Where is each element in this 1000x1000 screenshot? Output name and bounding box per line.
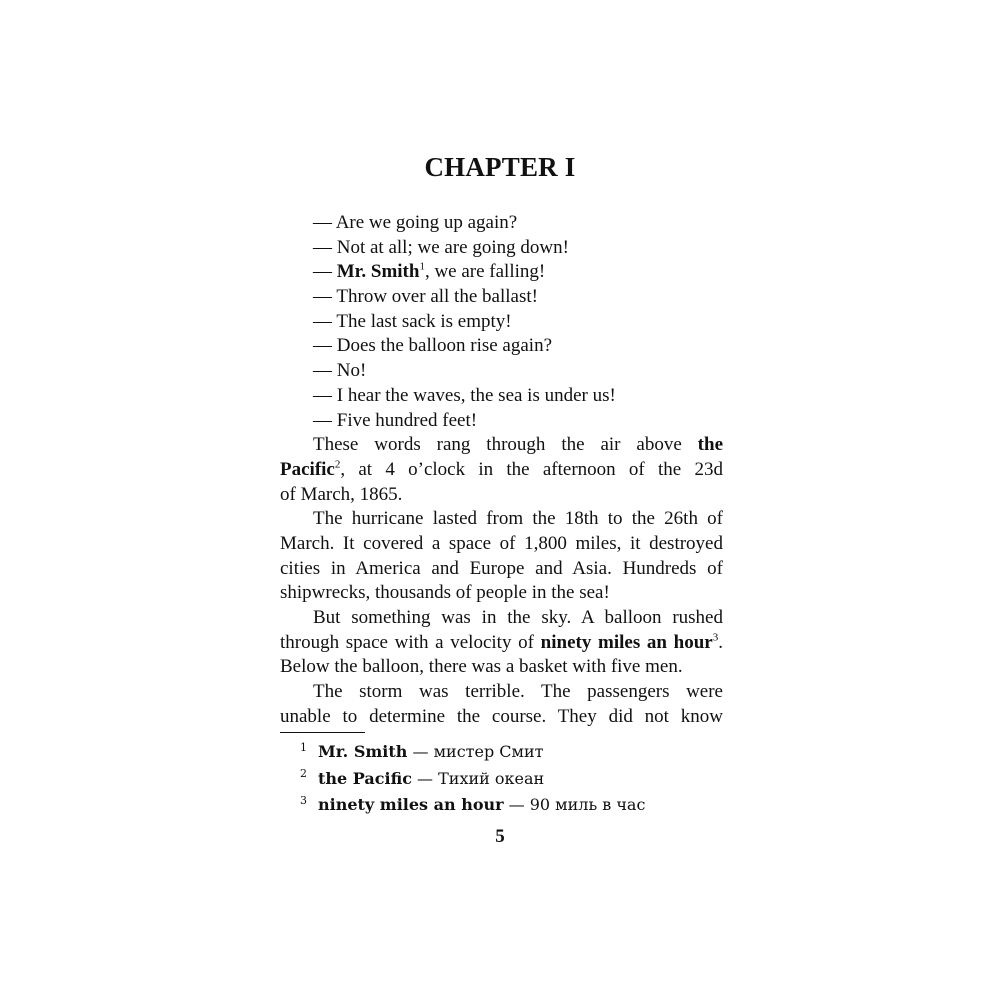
footnote-translation: Тихий океан xyxy=(438,768,545,788)
paragraph-line: cities in America and Europe and Asia. Hundreds of xyxy=(280,557,723,579)
glossed-term: Mr. Smith xyxy=(336,261,420,283)
dialogue-line: — The last sack is empty! xyxy=(313,310,512,332)
footnote-term: Mr. Smith xyxy=(318,742,408,761)
footnote: 2 the Pacific — Тихий океан xyxy=(300,767,545,788)
paragraph-line: shipwrecks, thousands of people in the sea! xyxy=(280,582,610,604)
dialogue-line: — Are we going up again? xyxy=(313,212,518,233)
footnote: 1 Mr. Smith — мистер Смит xyxy=(300,740,544,761)
footnote: 3 ninety miles an hour — 90 миль в час xyxy=(300,793,646,814)
dialogue-line: — No! xyxy=(313,360,367,382)
footnote-ref: 3 xyxy=(712,631,719,644)
paragraph-line: of March, 1865. xyxy=(280,483,403,505)
paragraph-line: But something was in the sky. A balloon rushed xyxy=(313,607,723,628)
footnote-translation: мистер Смит xyxy=(433,742,544,761)
dialogue-line: — Mr. Smith$^1$, we are falling! xyxy=(313,261,546,283)
glossed-term: ninety miles an hour xyxy=(540,631,713,653)
paragraph-line: Below the balloon, there was a basket with five men. xyxy=(280,656,683,678)
footnotes xyxy=(300,739,720,819)
paragraph-line: March. It covered a space of 1,800 miles, it destroyed xyxy=(280,532,723,554)
paragraph-line: Pacific$^2$, at 4 o’clock in the afternoon of the 23d xyxy=(280,458,723,480)
footnote-term: the Pacific xyxy=(318,768,412,788)
dialogue-line: — Throw over all the ballast! xyxy=(313,286,538,308)
page-number: 5 xyxy=(495,826,505,847)
paragraph-line: The storm was terrible. The passengers were xyxy=(313,681,723,703)
paragraph-line: through space with a velocity of ninety miles an hour$^3$. xyxy=(280,631,723,653)
footnote-translation: 90 миль в час xyxy=(529,795,646,814)
dialogue-line: — I hear the waves, the sea is under us! xyxy=(313,384,616,406)
glossed-term: Pacific xyxy=(280,458,335,480)
glossed-term: the xyxy=(697,434,723,456)
footnote-term: ninety miles an hour xyxy=(318,795,504,814)
dialogue-line: — Not at all; we are going down! xyxy=(313,236,569,258)
paragraph-line: The hurricane lasted from the 18th to the 26th of xyxy=(313,508,723,530)
footnote-ref: 2 xyxy=(334,458,341,471)
paragraph-line: These words rang through the air above the xyxy=(313,434,723,456)
footnote-ref: 1 xyxy=(419,261,425,274)
body-text xyxy=(280,211,723,729)
footnote-divider xyxy=(280,732,365,733)
chapter-title: CHAPTER I xyxy=(424,152,576,182)
dialogue-line: — Five hundred feet! xyxy=(313,409,478,431)
dialogue-line: — Does the balloon rise again? xyxy=(313,335,553,357)
paragraph-line: unable to determine the course. They did not know xyxy=(280,705,723,727)
